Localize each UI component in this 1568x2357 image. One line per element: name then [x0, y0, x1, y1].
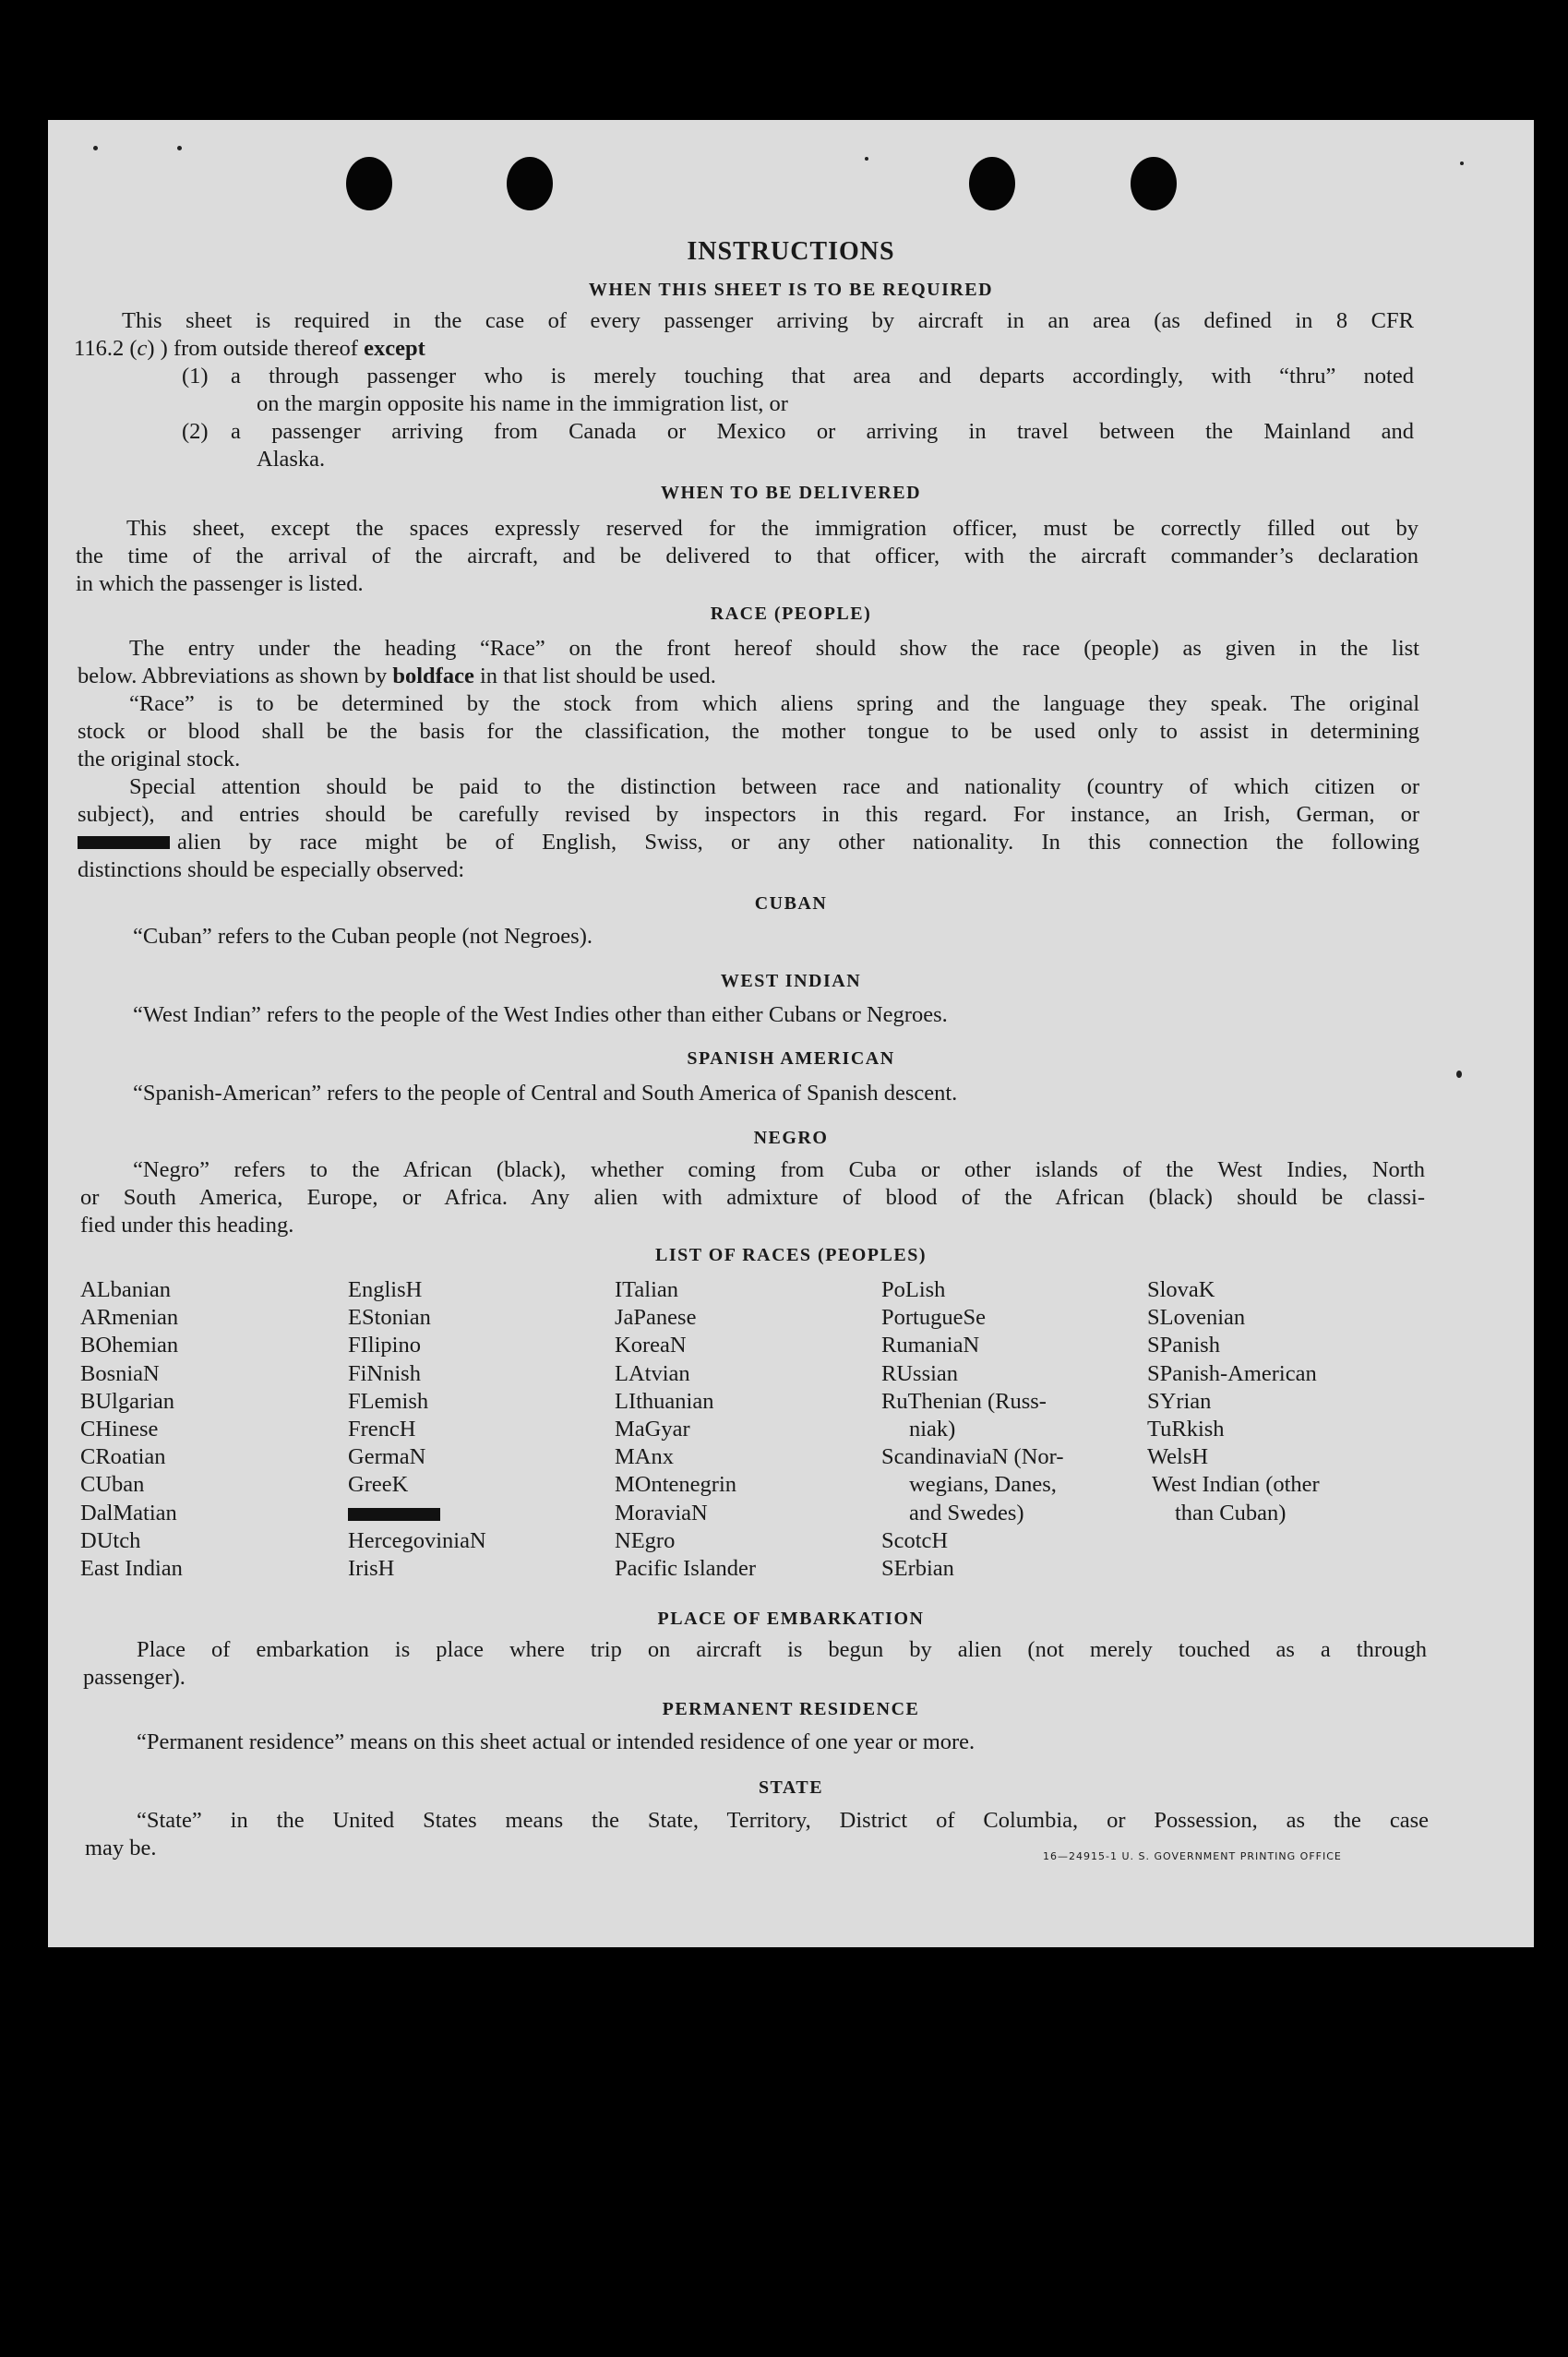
speck — [177, 146, 182, 150]
race-entry: CRoatian — [80, 1444, 166, 1470]
punch-hole — [507, 157, 553, 210]
page-title: INSTRUCTIONS — [687, 237, 895, 266]
section-heading-state: STATE — [758, 1777, 824, 1798]
race-entry-redacted — [348, 1500, 486, 1527]
paragraph-line: stock or blood shall be the basis for the classification, the mother tongue to be used only to assist in determining — [78, 719, 1419, 744]
paragraph-line: in which the passenger is listed. — [76, 571, 364, 596]
paragraph-line: or South America, Europe, or Africa. Any alien with admixture of blood of the African (black) should be classi- — [80, 1185, 1425, 1210]
printing-office-footer: 16—24915-1 U. S. GOVERNMENT PRINTING OFFICE — [1043, 1850, 1342, 1862]
paragraph-line: “State” in the United States means the State, Territory, District of Columbia, or Possession, as the case — [137, 1808, 1429, 1833]
race-entry: ALbanian — [80, 1277, 171, 1302]
race-entry: GermaN — [348, 1444, 426, 1470]
punch-hole — [969, 157, 1015, 210]
section-heading-race: RACE (PEOPLE) — [710, 604, 872, 624]
race-entry: FIlipino — [348, 1333, 421, 1358]
race-entry: East Indian — [80, 1556, 183, 1582]
list-item-line: on the margin opposite his name in the immigration list, or — [257, 391, 788, 416]
section-heading-required: WHEN THIS SHEET IS TO BE REQUIRED — [588, 280, 994, 300]
race-entry: ARmenian — [80, 1305, 179, 1331]
races-column-2 — [348, 1276, 486, 1583]
paragraph-line: 116.2 (c) ) from outside thereof except — [74, 336, 425, 361]
race-entry: ScotcH — [881, 1527, 949, 1553]
race-entry: MAnx — [615, 1444, 674, 1470]
paragraph-line: below. Abbreviations as shown by boldface in that list should be used. — [78, 664, 716, 688]
race-entry: niak) — [909, 1417, 956, 1442]
section-heading-embarkation: PLACE OF EMBARKATION — [657, 1609, 925, 1629]
paragraph-line: “Spanish-American” refers to the people of Central and South America of Spanish descent. — [133, 1081, 958, 1106]
speck — [1456, 1071, 1462, 1078]
section-heading-residence: PERMANENT RESIDENCE — [662, 1699, 920, 1719]
paragraph-line: Special attention should be paid to the distinction between race and nationality (country of which citizen or — [129, 774, 1419, 799]
paragraph-line: “Negro” refers to the African (black), whether coming from Cuba or other islands of the West Indies, North — [133, 1157, 1425, 1182]
paragraph-line: the original stock. — [78, 747, 241, 772]
race-entry: and Swedes) — [909, 1500, 1024, 1525]
race-entry: FiNnish — [348, 1360, 421, 1386]
punch-hole — [1131, 157, 1177, 210]
race-entry: RuThenian (Russ- — [881, 1388, 1047, 1414]
race-entry: SPanish-American — [1147, 1360, 1317, 1386]
document-sheet — [48, 120, 1534, 1947]
races-column-4 — [881, 1276, 1063, 1583]
race-entry: SPanish — [1147, 1333, 1220, 1358]
section-heading-negro: NEGRO — [753, 1128, 829, 1148]
race-entry: EnglisH — [348, 1277, 423, 1302]
paragraph-line: “Cuban” refers to the Cuban people (not Negroes). — [133, 924, 592, 949]
race-entry: CHinese — [80, 1417, 159, 1442]
race-entry: SLovenian — [1147, 1305, 1246, 1331]
race-entry: EStonian — [348, 1305, 431, 1331]
paragraph-line: “West Indian” refers to the people of the West Indies other than either Cubans or Negroes. — [133, 1002, 948, 1027]
races-column-3 — [615, 1276, 756, 1583]
race-entry: FLemish — [348, 1388, 429, 1414]
race-entry: RumaniaN — [881, 1333, 980, 1358]
list-item-line: a through passenger who is merely touching that area and departs accordingly, with “thru” noted — [231, 364, 1414, 389]
list-item-number: (2) — [182, 419, 209, 444]
races-column-1 — [80, 1276, 183, 1583]
paragraph-line: passenger). — [83, 1665, 186, 1690]
paragraph-line: the time of the arrival of the aircraft, and be delivered to that officer, with the aircraft commander’s declaration — [76, 544, 1418, 568]
race-entry: BosniaN — [80, 1360, 160, 1386]
paragraph-line: alien by race might be of English, Swiss, or any other nationality. In this connection the following — [177, 830, 1419, 855]
race-entry: HercegoviniaN — [348, 1527, 486, 1553]
paragraph-line: subject), and entries should be carefully revised by inspectors in this regard. For instance, an Irish, German, or — [78, 802, 1419, 827]
race-entry: NEgro — [615, 1527, 676, 1553]
paragraph-line: “Permanent residence” means on this sheet actual or intended residence of one year or more. — [137, 1729, 976, 1754]
section-heading-races-list: LIST OF RACES (PEOPLES) — [654, 1245, 927, 1265]
race-entry: BUlgarian — [80, 1388, 175, 1414]
section-heading-west-indian: WEST INDIAN — [720, 971, 862, 991]
punch-hole — [346, 157, 392, 210]
race-entry: ScandinaviaN (Nor- — [881, 1444, 1064, 1470]
section-heading-spanish-american: SPANISH AMERICAN — [687, 1048, 895, 1069]
list-item-line: a passenger arriving from Canada or Mexico or arriving in travel between the Mainland and — [231, 419, 1414, 444]
race-entry: wegians, Danes, — [909, 1472, 1057, 1498]
paragraph-line: This sheet, except the spaces expressly reserved for the immigration officer, must be correctly filled out by — [126, 516, 1418, 541]
paragraph-line: “Race” is to be determined by the stock from which aliens spring and the language they speak. The original — [129, 691, 1419, 716]
race-entry: SlovaK — [1147, 1277, 1215, 1302]
race-entry: TuRkish — [1147, 1417, 1225, 1442]
race-entry: West Indian (other — [1152, 1472, 1320, 1498]
race-entry: SYrian — [1147, 1388, 1212, 1414]
race-entry: RUssian — [881, 1360, 959, 1386]
race-entry: SErbian — [881, 1556, 954, 1582]
list-item-number: (1) — [182, 364, 209, 389]
paragraph-line: may be. — [85, 1836, 157, 1860]
race-entry: DalMatian — [80, 1500, 177, 1525]
speck — [865, 157, 868, 161]
race-entry: LAtvian — [615, 1360, 690, 1386]
redaction-mark — [348, 1508, 440, 1521]
speck — [93, 146, 98, 150]
race-entry: GreeK — [348, 1472, 409, 1498]
race-entry: MoraviaN — [615, 1500, 708, 1525]
redaction-mark — [78, 836, 170, 849]
speck — [1460, 162, 1464, 165]
race-entry: PortugueSe — [881, 1305, 986, 1331]
race-entry: WelsH — [1147, 1444, 1209, 1470]
race-entry: MaGyar — [615, 1417, 690, 1442]
races-column-5 — [1147, 1276, 1320, 1527]
race-entry: MOntenegrin — [615, 1472, 736, 1498]
race-entry: IrisH — [348, 1556, 395, 1582]
race-entry: DUtch — [80, 1527, 141, 1553]
race-entry: CUban — [80, 1472, 145, 1498]
race-entry: Pacific Islander — [615, 1556, 757, 1582]
list-item-line: Alaska. — [257, 447, 326, 472]
section-heading-cuban: CUBAN — [754, 893, 828, 914]
race-entry: BOhemian — [80, 1333, 179, 1358]
race-entry: KoreaN — [615, 1333, 687, 1358]
paragraph-line: fied under this heading. — [80, 1213, 294, 1238]
race-entry: FrencH — [348, 1417, 416, 1442]
race-entry: LIthuanian — [615, 1388, 714, 1414]
paragraph-line: This sheet is required in the case of every passenger arriving by aircraft in an area (as defined in 8 CFR — [122, 308, 1414, 333]
paragraph-line: The entry under the heading “Race” on the front hereof should show the race (people) as given in the list — [129, 636, 1419, 661]
section-heading-delivered: WHEN TO BE DELIVERED — [660, 483, 922, 503]
race-entry: JaPanese — [615, 1305, 697, 1331]
paragraph-line: Place of embarkation is place where trip on aircraft is begun by alien (not merely touched as a through — [137, 1637, 1427, 1662]
paragraph-line: distinctions should be especially observed: — [78, 857, 465, 882]
race-entry: than Cuban) — [1175, 1500, 1287, 1525]
race-entry: ITalian — [615, 1277, 679, 1302]
race-entry: PoLish — [881, 1277, 946, 1302]
